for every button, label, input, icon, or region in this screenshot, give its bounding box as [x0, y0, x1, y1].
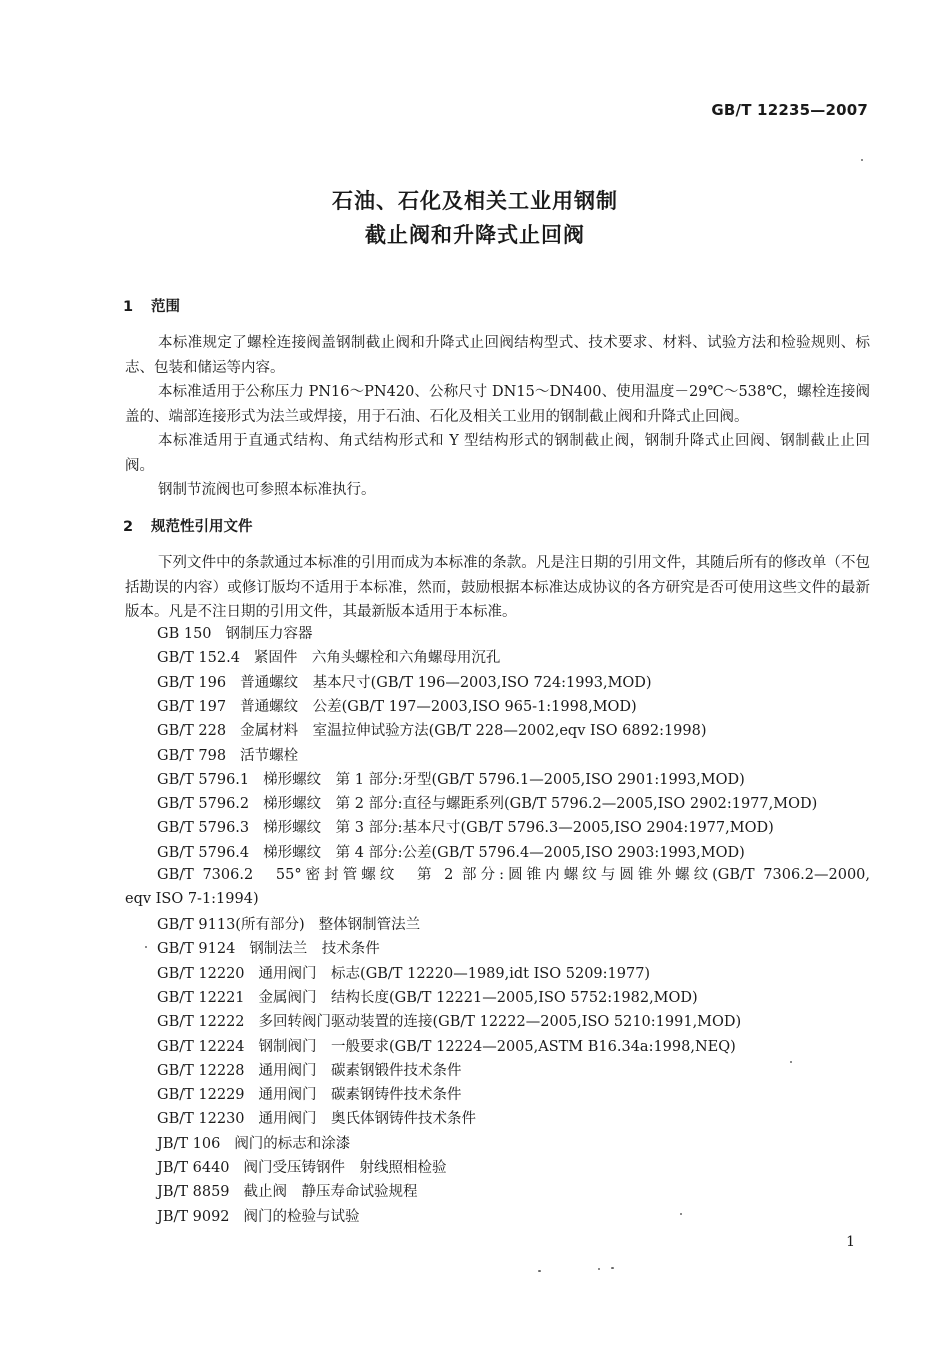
reference-name: 活节螺栓	[240, 747, 299, 764]
paragraph: 本标准适用于公称压力 PN16～PN420、公称尺寸 DN15～DN400、使用温度－29℃～538℃，螺栓连接阀盖的、端部连接形式为法兰或焊接，用于石油、石化及相关工业用的钢制截止阀和升降式止回阀。	[125, 384, 870, 425]
standard-code: GB/T 12235—2007	[711, 101, 868, 119]
section-2-intro: 下列文件中的条款通过本标准的引用而成为本标准的条款。凡是注日期的引用文件，其随后所有的修改单（不包括勘误的内容）或修订版均不适用于本标准，然而，鼓励根据本标准达成协议的各方研究是否可使用这些文件的最新版本。凡是不注日期的引用文件，其最新版本适用于本标准。	[125, 555, 870, 620]
reference-name: 通用阀门 碳素钢铸件技术条件	[258, 1087, 462, 1104]
paragraph: 本标准规定了螺栓连接阀盖钢制截止阀和升降式止回阀结构型式、技术要求、材料、试验方法和检验规则、标志、包装和储运等内容。	[125, 335, 870, 376]
reference-name: 多回转阀门驱动装置的连接(GB/T 12222—2005,ISO 5210:1991,MOD)	[258, 1014, 742, 1031]
scan-speck	[538, 1270, 541, 1272]
reference-name: 截止阀 静压寿命试验规程	[243, 1184, 418, 1201]
scan-speck	[861, 159, 863, 161]
reference-code: GB/T 152.4	[157, 650, 240, 667]
reference-code: JB/T 106	[157, 1135, 221, 1152]
reference-code: GB/T 12224	[157, 1038, 245, 1055]
reference-code: GB/T 9113(所有部分)	[157, 917, 305, 933]
reference-code: GB/T 12222	[157, 1014, 245, 1031]
section-2-heading	[123, 515, 253, 536]
reference-item	[157, 1157, 447, 1179]
reference-name: 阀门的标志和涂漆	[234, 1135, 351, 1152]
section-1-heading	[123, 295, 180, 316]
reference-name: 钢制阀门 一般要求(GB/T 12224—2005,ASTM B16.34a:1998,NEQ)	[258, 1038, 736, 1055]
reference-code: GB/T 12221	[157, 989, 245, 1006]
reference-name: 普通螺纹 公差(GB/T 197—2003,ISO 965-1:1998,MOD)	[240, 698, 637, 715]
section-title: 范围	[151, 299, 180, 315]
reference-item	[157, 1108, 476, 1130]
reference-item	[157, 672, 652, 694]
reference-name: 通用阀门 奥氏体钢铸件技术条件	[258, 1111, 477, 1128]
reference-code: GB/T 9124	[157, 941, 236, 958]
reference-name: 普通螺纹 基本尺寸(GB/T 196—2003,ISO 724:1993,MOD)	[240, 674, 652, 691]
reference-name: 金属材料 室温拉伸试验方法(GB/T 228—2002,eqv ISO 6892:1998)	[240, 723, 707, 740]
reference-code: GB/T 197	[157, 698, 227, 715]
reference-item	[157, 987, 698, 1009]
reference-code: GB 150	[157, 626, 212, 642]
scan-speck	[680, 1213, 682, 1215]
reference-item	[157, 914, 420, 936]
reference-name: 梯形螺纹 第 1 部分:牙型(GB/T 5796.1—2005,ISO 2901:1993,MOD)	[263, 771, 745, 788]
reference-code: GB/T 5796.4	[157, 844, 250, 861]
reference-name: 钢制法兰 技术条件	[249, 941, 380, 958]
reference-item	[157, 842, 745, 864]
reference-name: 梯形螺纹 第 3 部分:基本尺寸(GB/T 5796.3—2005,ISO 2904:1977,MOD)	[263, 820, 774, 837]
reference-item	[157, 1206, 360, 1228]
title-line-2: 截止阀和升降式止回阀	[365, 223, 585, 247]
reference-code: GB/T 12228	[157, 1062, 245, 1079]
page-number: 1	[846, 1234, 855, 1250]
scan-speck	[145, 946, 147, 948]
scan-speck	[611, 1267, 614, 1269]
reference-code: GB/T 12230	[157, 1111, 245, 1128]
reference-item	[157, 769, 745, 791]
reference-item	[157, 817, 774, 839]
reference-code: JB/T 8859	[157, 1184, 230, 1201]
reference-name: 阀门的检验与试验	[243, 1208, 360, 1225]
reference-item	[157, 1011, 741, 1033]
paragraph: 本标准适用于直通式结构、角式结构形式和 Y 型结构形式的钢制截止阀，钢制升降式止回阀、钢制截止止回阀。	[125, 433, 870, 474]
reference-item	[157, 938, 380, 960]
reference-code: JB/T 9092	[157, 1208, 230, 1225]
reference-item	[157, 696, 637, 718]
section-title: 规范性引用文件	[151, 519, 253, 535]
paragraph: 钢制节流阀也可参照本标准执行。	[158, 482, 376, 498]
title-line-1: 石油、石化及相关工业用钢制	[332, 189, 618, 213]
reference-code: GB/T 12220	[157, 965, 245, 982]
reference-code: GB/T 5796.1	[157, 771, 250, 788]
reference-item	[157, 647, 500, 669]
reference-name-continued: eqv ISO 7-1:1994)	[125, 891, 259, 907]
reference-name: 金属阀门 结构长度(GB/T 12221—2005,ISO 5752:1982,MOD)	[258, 989, 698, 1006]
reference-item	[157, 1060, 462, 1082]
reference-code: GB/T 12229	[157, 1087, 245, 1104]
reference-code: GB/T 798	[157, 747, 227, 764]
reference-code: GB/T 228	[157, 723, 227, 740]
reference-code: GB/T 5796.3	[157, 820, 250, 837]
reference-name: 整体钢制管法兰	[318, 917, 421, 933]
reference-code: JB/T 6440	[157, 1160, 230, 1176]
reference-code: GB/T 5796.2	[157, 796, 250, 813]
section-number: 2	[123, 519, 134, 535]
reference-name: 紧固件 六角头螺栓和六角螺母用沉孔	[253, 650, 501, 667]
reference-name: 阀门受压铸钢件 射线照相检验	[243, 1160, 447, 1176]
reference-name: 钢制压力容器	[225, 626, 313, 642]
reference-item	[157, 745, 298, 767]
reference-item	[157, 963, 650, 985]
reference-item	[157, 623, 313, 645]
section-number: 1	[123, 299, 134, 315]
reference-name: 梯形螺纹 第 4 部分:公差(GB/T 5796.4—2005,ISO 2903:1993,MOD)	[263, 844, 745, 861]
reference-item	[157, 793, 817, 815]
scan-speck	[598, 1268, 600, 1270]
reference-code: GB/T 196	[157, 674, 227, 691]
scan-speck	[790, 1061, 792, 1063]
reference-name: 通用阀门 标志(GB/T 12220—1989,idt ISO 5209:1977)	[258, 965, 651, 982]
reference-item	[157, 1181, 418, 1203]
reference-name: 梯形螺纹 第 2 部分:直径与螺距系列(GB/T 5796.2—2005,ISO 2902:1977,MOD)	[263, 796, 818, 813]
reference-item	[157, 1036, 736, 1058]
reference-item	[157, 720, 707, 742]
reference-name: 通用阀门 碳素钢锻件技术条件	[258, 1062, 462, 1079]
reference-item	[157, 1133, 350, 1155]
reference-item	[157, 1084, 462, 1106]
reference-item-wrapped	[125, 863, 870, 911]
reference-name: 55°密封管螺纹 第 2 部分:圆锥内螺纹与圆锥外螺纹(GB/T 7306.2—2000,	[275, 867, 871, 883]
reference-code: GB/T 7306.2	[157, 867, 254, 883]
